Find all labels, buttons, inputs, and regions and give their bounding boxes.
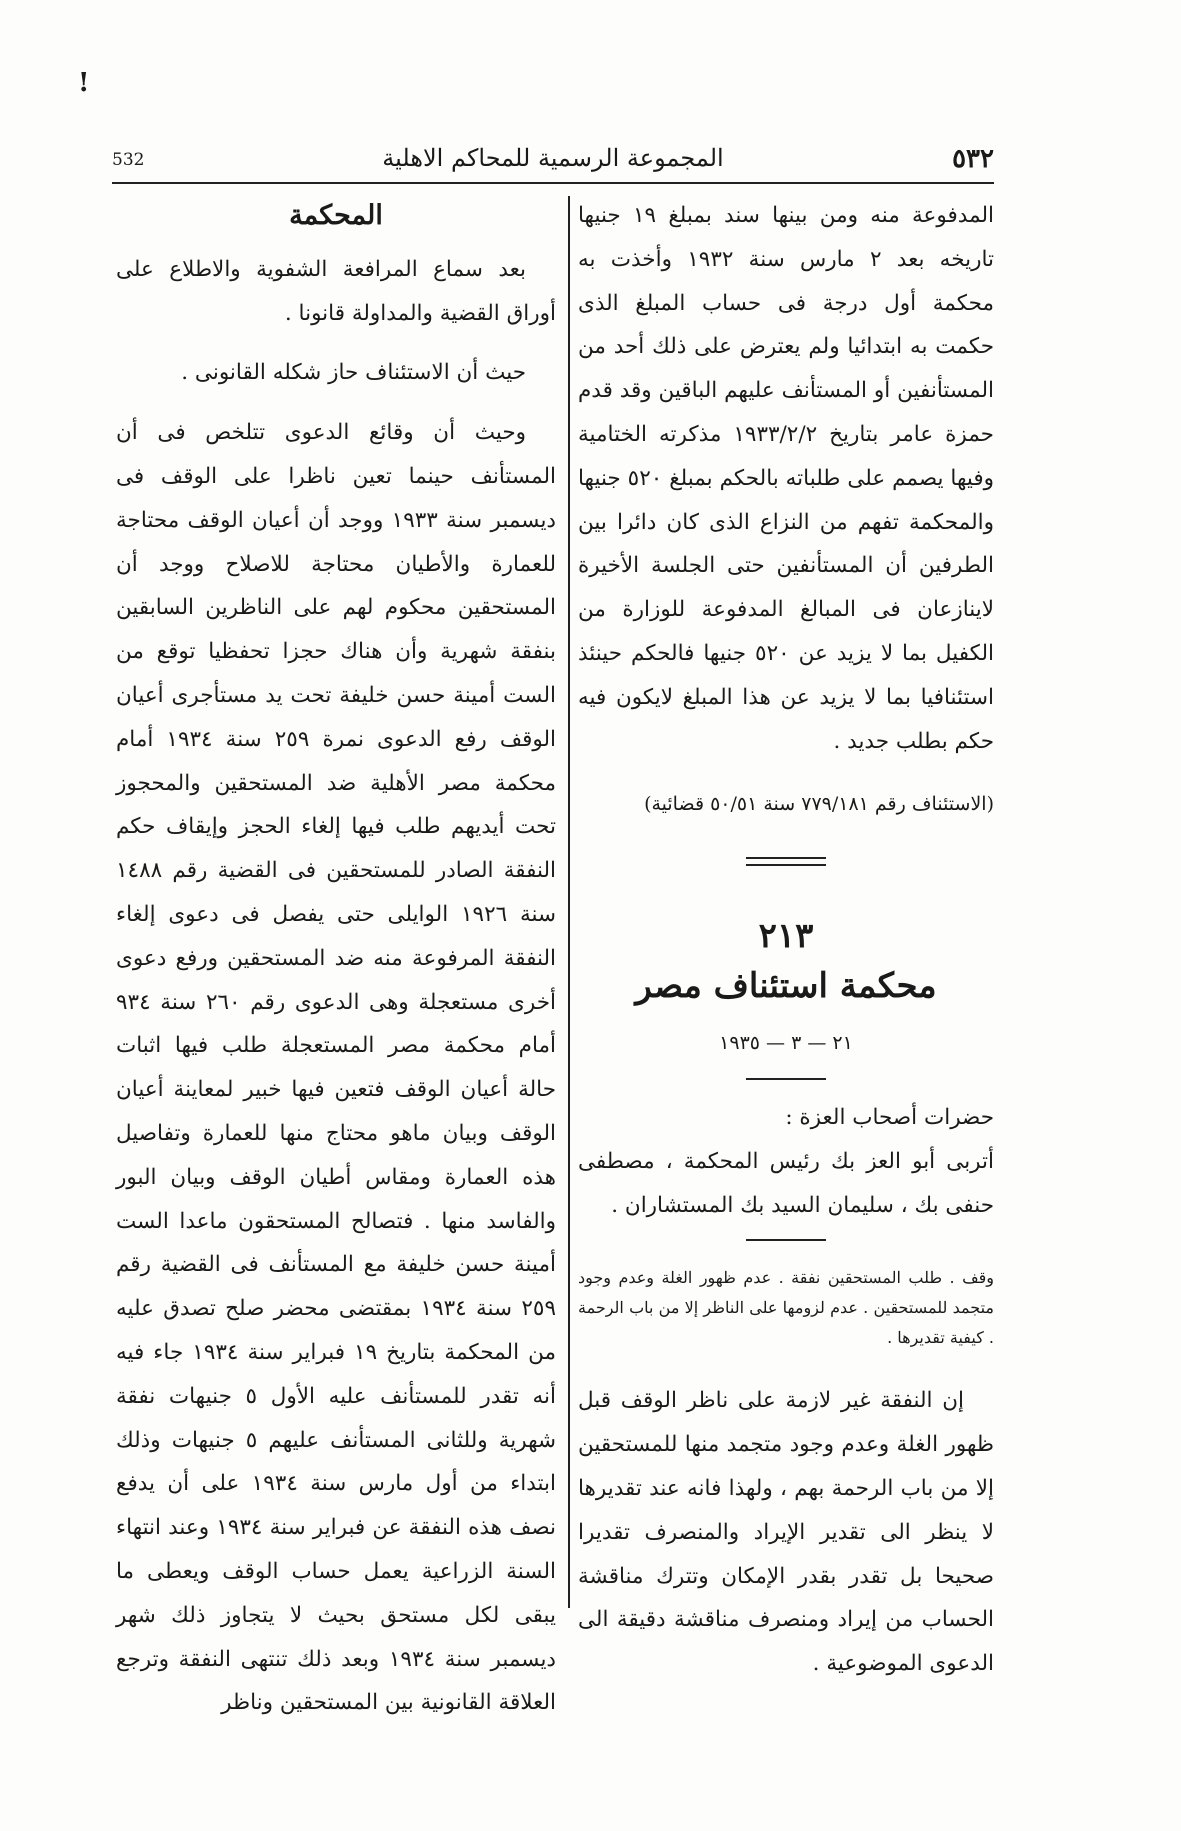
court-name: محكمة استئناف مصر (635, 966, 937, 1007)
rule-divider-2 (746, 1239, 826, 1241)
paragraph-1: بعد سماع المرافعة الشفوية والاطلاع على أوراق القضية والمداولة قانونا . (116, 256, 556, 326)
left-column (116, 194, 556, 1725)
right-column (578, 194, 994, 1686)
page-number-arabic: ٥٣٢ (952, 144, 994, 174)
section-heading: المحكمة (289, 200, 383, 231)
judges-names: أتربى أبو العز بك رئيس المحكمة ، مصطفى حنفى بك ، سليمان السيد بك المستشاران . (578, 1148, 994, 1218)
continued-paragraph: المدفوعة منه ومن بينها سند بمبلغ ١٩ جنيها تاريخه بعد ٢ مارس سنة ١٩٣٢ وأخذت به محكمة أول درجة فى حساب المبلغ الذى حكمت به ابتدائيا ولم يعترض على ذلك أحد من المستأنفين أو المستأنف عليهم الباقين وقد قدم حمزة عامر بتاريخ ١٩٣٣/٢/٢ مذكرته الختامية وفيها يصمم على طلباته بالحكم بمبلغ ٥٢٠ جنيها والمحكمة تفهم من النزاع الذى كان دائرا بين الطرفين أن المستأنفين حتى الجلسة الأخيرة لاينازعان فى المبالغ المدفوعة للوزارة من الكفيل بما لا يزيد عن ٥٢٠ جنيها فالحكم حينئذ استئنافيا بما لا يزيد عن هذا المبلغ لايكون فيه حكم بطلب جديد . (578, 203, 995, 754)
margin-mark: ! (78, 68, 90, 98)
judges-heading: حضرات أصحاب العزة : (785, 1104, 994, 1130)
paragraph-3: وحيث أن وقائع الدعوى تتلخص فى أن المستأنف حينما تعين ناظرا على الوقف فى ديسمبر سنة ١٩٣٣ ووجد أن أعيان الوقف محتاجة للعمارة والأطيان محتاجة للاصلاح ووجد أن المستحقين محكوم لهم على الناظرين السابقين بنفقة شهرية وأن هناك حجزا تحفظيا توقع من الست أمينة حسن خليفة تحت يد مستأجرى أعيان الوقف رفع الدعوى نمرة ٢٥٩ سنة ١٩٣٤ أمام محكمة مصر الأهلية ضد المستحقين والمحجوز تحت أيديهم طلب فيها إلغاء الحجز وإيقاف حكم النفقة الصادر للمستحقين فى القضية رقم ١٤٨٨ سنة ١٩٢٦ الوايلى حتى يفصل فى دعوى إلغاء النفقة المرفوعة منه ضد المستحقين ورفع دعوى أخرى مستعجلة وهى الدعوى رقم ٢٦٠ سنة ٩٣٤ أمام محكمة مصر المستعجلة طلب فيها اثبات حالة أعيان الوقف فتعين فيها خبير لمعاينة أعيان الوقف وبيان ماهو محتاج منها للعمارة وتفاصيل هذه العمارة ومقاس أطيان الوقف وبيان البور والفاسد منها . فتصالح المستحقون ماعدا الست أمينة حسن خليفة مع المستأنف فى القضية رقم ٢٥٩ سنة ١٩٣٤ بمقتضى محضر صلح تصدق عليه من المحكمة بتاريخ ١٩ فبراير سنة ١٩٣٤ جاء فيه أنه تقدر للمستأنف عليه الأول ٥ جنيهات نفقة شهرية وللثانى المستأنف عليهم ٥ جنيهات وذلك ابتداء من أول مارس سنة ١٩٣٤ على أن يدفع نصف هذه النفقة عن فبراير سنة ١٩٣٤ وعند انتهاء السنة الزراعية يعمل حساب الوقف ويعطى ما يبقى لكل مستحق بحيث لا يتجاوز ذلك شهر ديسمبر سنة ١٩٣٤ وبعد ذلك تنتهى النفقة وترجع العلاقة القانونية بين المستحقين وناظر (116, 420, 557, 1716)
rule-divider (746, 1078, 826, 1080)
judgment-date: ٢١ — ٣ — ١٩٣٥ (719, 1032, 853, 1055)
page-number-latin: 532 (112, 150, 145, 170)
paragraph-2: حيث أن الاستئناف حاز شكله القانونى . (181, 360, 526, 386)
running-header (112, 142, 994, 184)
journal-title: المجموعة الرسمية للمحاكم الاهلية (382, 144, 724, 172)
double-rule-divider (746, 857, 826, 866)
legal-principle: إن النفقة غير لازمة على ناظر الوقف قبل ظهور الغلة وعدم وجود متجمد منها للمستحقين إلا من باب الرحمة بهم ، ولهذا فانه عند تقديرها لا ينظر الى تقدير الإيراد والمنصرف تقديرا صحيحا بل تقدر بقدر الإمكان وتترك مناقشة الحساب من إيراد ومنصرف مناقشة دقيقة الى الدعوى الموضوعية . (578, 1388, 994, 1677)
keywords-summary: وقف . طلب المستحقين نفقة . عدم ظهور الغلة وعدم وجود متجمد للمستحقين . عدم لزومها على الناظر إلا من باب الرحمة . كيفية تقديرها . (578, 1268, 994, 1348)
case-number: ٢١٣ (758, 916, 814, 957)
appeal-citation: (الاستئناف رقم ٧٧٩/١٨١ سنة ٥٠/٥١ قضائية) (644, 793, 994, 816)
column-divider (568, 196, 570, 1608)
